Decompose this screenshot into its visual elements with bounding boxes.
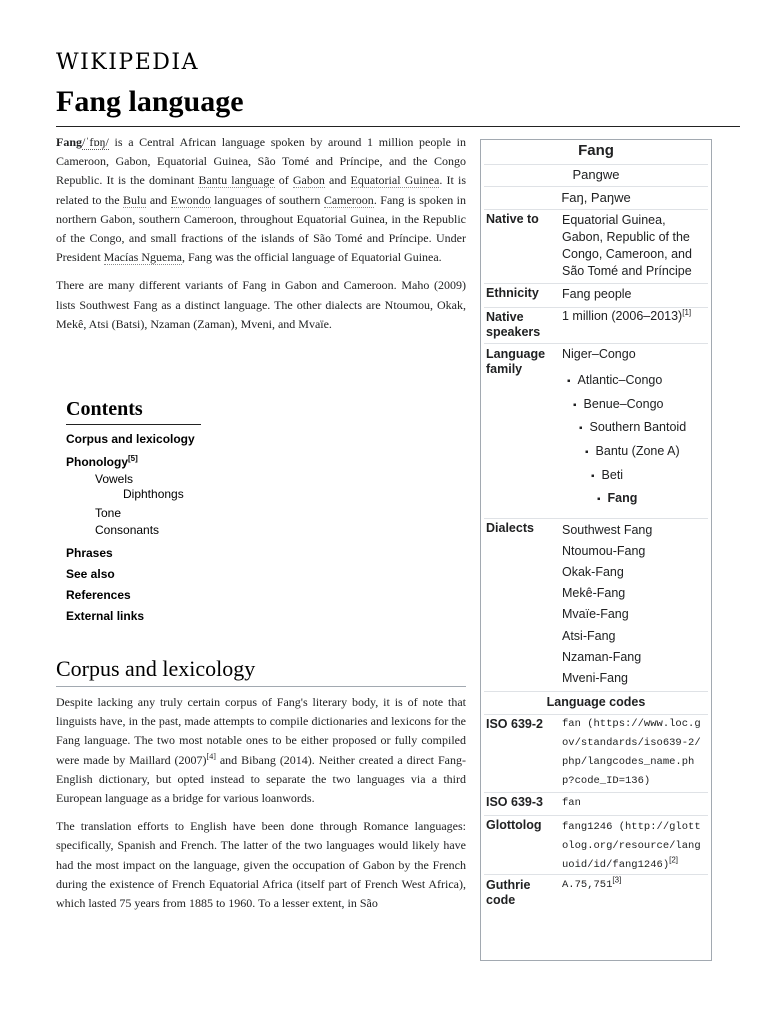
- iso-639-2-label: ISO 639-2: [486, 717, 543, 731]
- infobox-divider: [484, 518, 708, 519]
- corpus-text: Despite lacking any truly certain corpus of Fang's literary body, it is of note that linguists have, in the past, made attempts to compile dictionaries and lexicons for the Fang language. The two most notable ones to be either proposed or fully compiled were made by Maillard (2007): [56, 695, 466, 767]
- glottolog-label: Glottolog: [486, 818, 542, 832]
- toc-item-external-links[interactable]: External links: [66, 609, 145, 623]
- family-beti[interactable]: ▪ Beti: [591, 468, 623, 482]
- dialects-label: Dialects: [486, 521, 534, 535]
- native-speakers-label: Native speakers: [486, 310, 541, 339]
- language-codes-heading: Language codes: [546, 695, 646, 709]
- toc-item-phonology-ref[interactable]: [5]: [128, 454, 138, 463]
- toc-item-phonology-label: Phonology: [66, 455, 128, 469]
- ethnicity-value[interactable]: Fang people: [562, 287, 632, 301]
- toc-item-phonology[interactable]: [66, 455, 138, 469]
- infobox-divider: [484, 186, 708, 187]
- toc-item-phrases[interactable]: Phrases: [66, 546, 113, 560]
- dialect-item: Okak-Fang: [562, 565, 624, 579]
- glottolog-line: [562, 856, 707, 875]
- iso-639-3-label: ISO 639-3: [486, 795, 543, 809]
- corpus-paragraph-2: The translation efforts to English have been done through Romance languages: specifically, Spanish and French. The latter of the two languages would likely have had the most impact on the language, given the occupation of Gabon by the French during the existence of French Equatorial Africa (itself part of French West Africa), which lasted 75 years from 1885 to 1960. To a lesser extent, in São: [56, 819, 466, 911]
- lead-term: Fang: [56, 135, 83, 149]
- intro-text: . It is related to the: [56, 173, 466, 207]
- intro-text: is a Central African language spoken by around 1 million people in Cameroon, Gabon, Equatorial Guinea, São Tomé and Príncipe, and the Congo Republic. It is the dominant: [56, 135, 466, 188]
- corpus-paragraph-1: [56, 693, 466, 808]
- infobox-divider: [484, 691, 708, 692]
- toc-item-tone[interactable]: Tone: [95, 506, 122, 520]
- dialect-item: Southwest Fang: [562, 523, 653, 537]
- dialect-item: Nzaman-Fang: [562, 650, 642, 664]
- glottolog-line: olog.org/resource/lang: [562, 840, 701, 852]
- macias-nguema-link[interactable]: Macías Nguema: [103, 250, 182, 265]
- intro-text: and: [324, 173, 351, 188]
- ethnicity-label: Ethnicity: [486, 286, 539, 300]
- gabon-link[interactable]: Gabon: [292, 173, 325, 188]
- native-to-label: Native to: [486, 212, 539, 226]
- toc-item-consonants[interactable]: Consonants: [95, 523, 160, 537]
- family-benue-congo[interactable]: ▪ Benue–Congo: [573, 397, 663, 411]
- guthrie-code-value: [562, 876, 707, 895]
- native-speakers-value: [562, 308, 707, 325]
- dialect-item: Ntoumou-Fang: [562, 544, 646, 558]
- wikipedia-wordmark[interactable]: WIKIPEDIA: [56, 50, 200, 75]
- dialect-item: Atsi-Fang: [562, 629, 616, 643]
- iso-639-2-line: fan (https://www.loc.g: [562, 718, 701, 730]
- equatorial-guinea-link[interactable]: Equatorial Guinea: [350, 173, 440, 188]
- toc-item-references[interactable]: References: [66, 588, 131, 602]
- dialect-item: Mekê-Fang: [562, 586, 626, 600]
- infobox-title: Fang: [578, 142, 614, 159]
- table-of-contents: [66, 398, 366, 623]
- intro-text: . Fang is spoken in northern Gabon, southern Cameroon, throughout Equatorial Guinea, in the Republic of the Congo, and small fractions of the islands of São Tomé and Príncipe. Under President: [56, 192, 467, 265]
- ewondo-link[interactable]: Ewondo: [170, 192, 211, 207]
- infobox-divider: [484, 874, 708, 875]
- infobox-divider: [484, 815, 708, 816]
- toc-item-diphthongs[interactable]: Diphthongs: [123, 487, 184, 501]
- ipa-pronunciation-link[interactable]: /ˈfɒŋ/: [82, 135, 109, 149]
- citation-4[interactable]: [4]: [206, 751, 216, 761]
- infobox-divider: [484, 283, 708, 284]
- intro-paragraph-2: There are many different variants of Fang in Gabon and Cameroon. Maho (2009) lists Southwest Fang as a distinct language. The other dialects are Ntoumou, Okak, Mekê, Atsi (Batsi), Nzaman (Zaman), Mveni, and Mvaïe.: [56, 278, 466, 331]
- iso-639-2-value[interactable]: [562, 715, 707, 791]
- bulu-link[interactable]: Bulu: [123, 192, 147, 207]
- section-heading-corpus: Corpus and lexicology: [56, 656, 466, 687]
- infobox-divider: [484, 792, 708, 793]
- citation-2[interactable]: [2]: [669, 855, 679, 865]
- native-speakers-count: 1 million (2006–2013): [562, 309, 683, 323]
- dialect-item: Mveni-Fang: [562, 671, 628, 685]
- glottolog-line-text: uoid/id/fang1246): [562, 859, 670, 871]
- intro-paragraph-1: [56, 133, 466, 267]
- family-niger-congo[interactable]: Niger–Congo: [562, 347, 636, 361]
- dialect-item: Mvaïe-Fang: [562, 607, 629, 621]
- glottolog-value[interactable]: [562, 818, 707, 875]
- toc-title: Contents: [66, 398, 201, 425]
- infobox-native-name-1: Pangwe: [572, 167, 620, 182]
- infobox-divider: [484, 164, 708, 165]
- family-atlantic-congo[interactable]: ▪ Atlantic–Congo: [567, 373, 662, 387]
- infobox-native-name-2: Faŋ, Paŋwe: [561, 190, 631, 205]
- family-bantu-zone-a[interactable]: ▪ Bantu (Zone A): [585, 444, 680, 458]
- intro-text: , Fang was the official language of Equatorial Guinea.: [181, 250, 442, 265]
- cameroon-link[interactable]: Cameroon: [323, 192, 374, 207]
- infobox: [480, 139, 712, 961]
- citation-3[interactable]: [3]: [612, 875, 622, 885]
- page-title: Fang language: [56, 84, 740, 127]
- language-family-label: Language family: [486, 347, 546, 376]
- infobox-divider: [484, 209, 708, 210]
- intro-text: languages of southern: [210, 192, 324, 207]
- iso-639-2-line: php/langcodes_name.ph: [562, 756, 695, 768]
- iso-639-2-line: p?code_ID=136): [562, 775, 651, 787]
- guthrie-code-label: Guthrie code: [486, 878, 531, 907]
- toc-item-vowels[interactable]: Vowels: [95, 472, 134, 486]
- citation-1[interactable]: [1]: [682, 307, 692, 317]
- intro-text: of: [274, 173, 293, 188]
- glottolog-line: fang1246 (http://glott: [562, 821, 701, 833]
- toc-item-corpus[interactable]: Corpus and lexicology: [66, 432, 195, 446]
- iso-639-3-value[interactable]: fan: [562, 797, 581, 809]
- guthrie-code-text: A.75,751: [562, 879, 613, 891]
- corpus-text: and Bibang (2014). Neither created a direct Fang-English dictionary, but opted instead to separate the two languages via a third European language as a bridge for various loanwords.: [56, 752, 466, 806]
- family-southern-bantoid[interactable]: ▪ Southern Bantoid: [579, 420, 686, 434]
- toc-item-see-also[interactable]: See also: [66, 567, 115, 581]
- corpus-section: [56, 693, 466, 913]
- iso-639-2-line: ov/standards/iso639-2/: [562, 737, 701, 749]
- family-fang: ▪ Fang: [597, 491, 637, 505]
- native-to-value: Equatorial Guinea, Gabon, Republic of the Congo, Cameroon, and São Tomé and Príncipe: [562, 213, 692, 278]
- bantu-language-link[interactable]: Bantu language: [198, 173, 275, 188]
- infobox-divider: [484, 343, 708, 344]
- intro-text: and: [146, 192, 171, 207]
- intro-section: [56, 133, 466, 334]
